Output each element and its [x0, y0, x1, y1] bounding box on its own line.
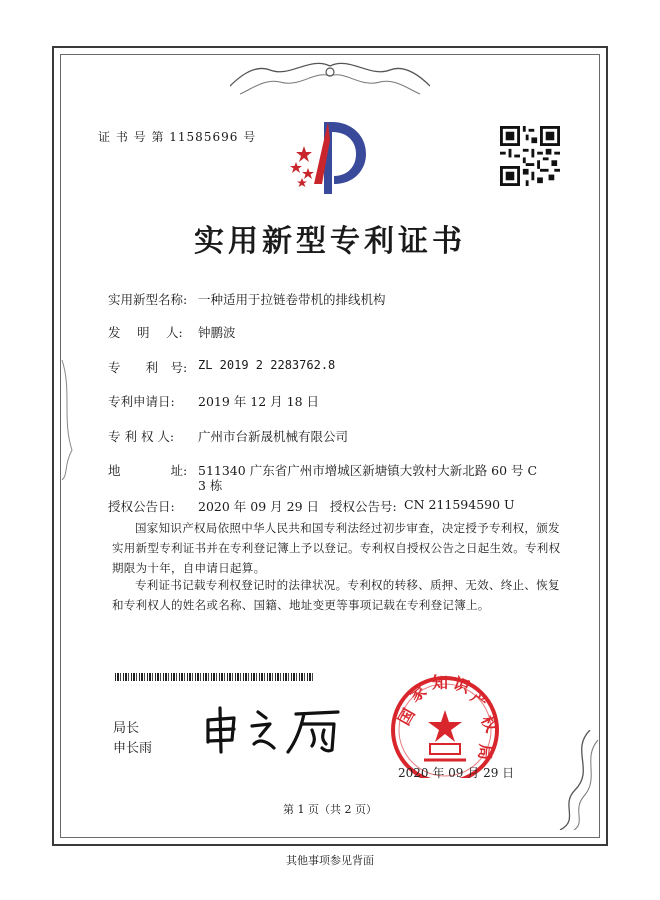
qr-code-icon — [500, 126, 560, 186]
body-paragraph-2: 专利证书记载专利权登记时的法律状况。专利权的转移、质押、无效、终止、恢复和专利权人的姓名或名称、国籍、地址变更等事项记载在专利登记簿上。 — [112, 578, 560, 612]
certificate-title: 实用新型专利证书 — [194, 224, 466, 259]
field-label-announcement-date: 授权公告日: — [108, 499, 175, 514]
field-value-announcement-date: 2020 年 09 月 29 日 — [198, 499, 319, 514]
side-ornament-icon — [60, 360, 74, 480]
field-value-patentee: 广州市台新晟机械有限公司 — [198, 429, 349, 444]
cnipa-logo-icon — [284, 118, 374, 196]
svg-text:产: 产 — [466, 687, 492, 713]
field-label-name: 实用新型名称: — [108, 292, 188, 307]
field-value-address-line1: 511340 广东省广州市增城区新塘镇大敦村大新北路 60 号 C — [198, 463, 538, 478]
svg-text:识: 识 — [450, 673, 473, 697]
footer-note: 其他事项参见背面 — [286, 854, 374, 867]
seal-date: 2020 年 09 月 29 日 — [398, 766, 515, 780]
top-ornament-icon — [230, 58, 430, 98]
field-value-application-date: 2019 年 12 月 18 日 — [198, 394, 319, 409]
field-label-patentee: 专 利 权 人: — [108, 429, 175, 444]
page-indicator: 第 1 页（共 2 页） — [283, 803, 377, 816]
field-value-announcement-no: CN 211594590 U — [404, 497, 515, 512]
official-seal-icon — [380, 668, 510, 778]
barcode — [115, 673, 315, 681]
field-label-announcement-no: 授权公告号: — [330, 499, 397, 514]
svg-text:知: 知 — [432, 673, 449, 692]
svg-text:国: 国 — [394, 705, 419, 729]
field-label-address: 地 址: — [108, 463, 188, 478]
director-role: 局长 — [113, 721, 140, 736]
handwritten-signature-icon — [200, 702, 350, 754]
body-paragraph-1: 国家知识产权局依照中华人民共和国专利法经过初步审查，决定授予专利权，颁发实用新型专利证书并在专利登记簿上予以登记。专利权自授权公告之日起生效。专利权期限为十年，自申请日起算。 — [112, 521, 561, 575]
field-label-inventor: 发 明 人: — [108, 325, 183, 340]
field-value-name: 一种适用于拉链卷带机的排线机构 — [198, 292, 386, 307]
certificate-number: 证 书 号 第 11585696 号 — [98, 130, 257, 144]
svg-text:局: 局 — [474, 743, 496, 761]
field-value-address-line2: 3 栋 — [198, 478, 223, 493]
svg-text:权: 权 — [477, 712, 502, 736]
director-name: 申长雨 — [113, 741, 153, 756]
field-value-patent-no: ZL 2019 2 2283762.8 — [198, 358, 336, 372]
svg-text:家: 家 — [405, 680, 430, 706]
field-label-application-date: 专利申请日: — [108, 394, 175, 409]
field-value-inventor: 钟鹏波 — [198, 325, 236, 340]
field-label-patent-no: 专 利 号: — [108, 360, 188, 375]
